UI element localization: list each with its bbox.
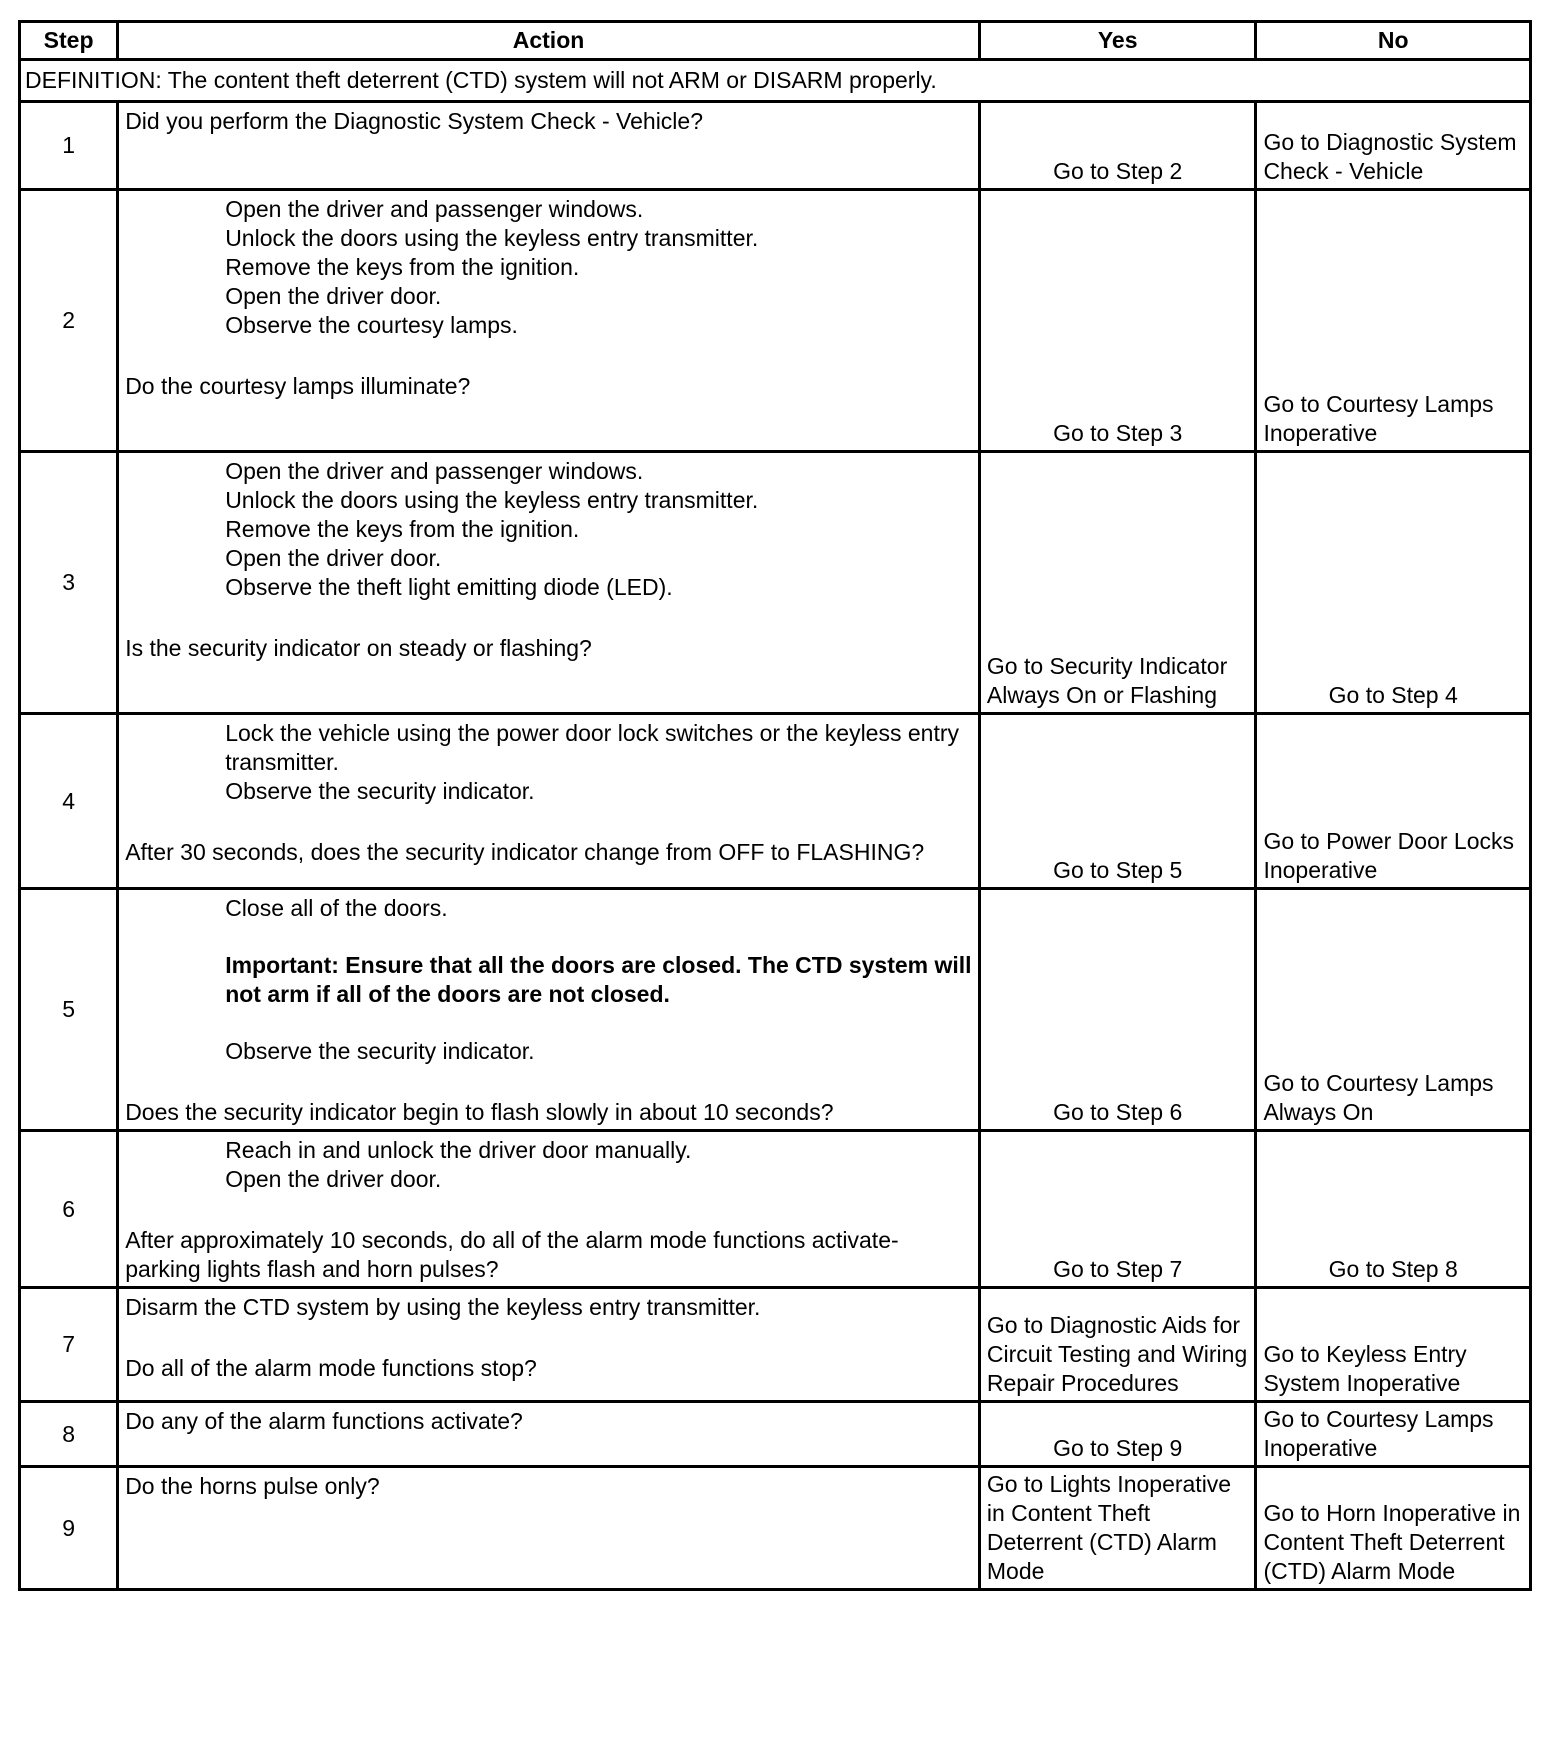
substep-text: Unlock the doors using the keyless entry transmitter.: [225, 225, 759, 251]
yes-cell: Go to Security Indicator Always On or Flashing: [979, 452, 1256, 714]
yes-cell: Go to Step 7: [979, 1131, 1256, 1288]
substep-text: Lock the vehicle using the power door lock switches or the keyless entry transmitter.: [225, 720, 959, 775]
question-text: After 30 seconds, does the security indicator change from OFF to FLASHING?: [125, 839, 925, 865]
table-row: [20, 1402, 1531, 1467]
substep-list: [125, 894, 972, 1066]
step-number: 6: [20, 1131, 118, 1288]
substep-text: Open the driver and passenger windows.: [225, 196, 644, 222]
substep-text: Reach in and unlock the driver door manually.: [225, 1137, 692, 1163]
no-cell: Go to Courtesy Lamps Inoperative: [1256, 1402, 1531, 1467]
question-text: Do the courtesy lamps illuminate?: [125, 373, 471, 399]
step-number: 3: [20, 452, 118, 714]
table-row: [20, 714, 1531, 889]
substep-text: Close all of the doors.: [225, 895, 448, 921]
substep-text: Observe the security indicator.: [225, 1038, 535, 1064]
no-cell: Go to Power Door Locks Inoperative: [1256, 714, 1531, 889]
table-row: [20, 1288, 1531, 1402]
question-text: Do any of the alarm functions activate?: [125, 1408, 523, 1434]
substep-text: Open the driver and passenger windows.: [225, 458, 644, 484]
substep-text: Remove the keys from the ignition.: [225, 254, 580, 280]
no-cell: Go to Diagnostic System Check - Vehicle: [1256, 102, 1531, 190]
question-text: Do all of the alarm mode functions stop?: [125, 1355, 537, 1381]
substep-list: [125, 457, 972, 602]
substep-text: Open the driver door.: [225, 545, 442, 571]
substep-list: [125, 719, 972, 806]
substep-text: Unlock the doors using the keyless entry transmitter.: [225, 487, 759, 513]
action-cell: [118, 1288, 980, 1402]
substep-list: [125, 1136, 972, 1194]
table-row: [20, 1131, 1531, 1288]
table-row: [20, 1467, 1531, 1590]
action-cell: [118, 452, 980, 714]
yes-cell: Go to Step 5: [979, 714, 1256, 889]
definition-row: [20, 60, 1531, 102]
step-number: 5: [20, 889, 118, 1131]
substep-text: Observe the theft light emitting diode (LED).: [225, 574, 673, 600]
definition-text: DEFINITION: The content theft deterrent (CTD) system will not ARM or DISARM properly.: [20, 60, 1531, 102]
substep-list: [125, 195, 972, 340]
diagnostic-table: [18, 20, 1532, 1591]
instruction-text: Disarm the CTD system by using the keyless entry transmitter.: [125, 1294, 761, 1320]
question-text: Does the security indicator begin to flash slowly in about 10 seconds?: [125, 1099, 834, 1125]
substep-text: Open the driver door.: [225, 283, 442, 309]
action-cell: [118, 1402, 980, 1467]
action-cell: [118, 190, 980, 452]
header-action: Action: [118, 22, 980, 60]
yes-cell: Go to Step 9: [979, 1402, 1256, 1467]
question-text: Did you perform the Diagnostic System Check - Vehicle?: [125, 108, 703, 134]
table-row: [20, 102, 1531, 190]
no-cell: Go to Courtesy Lamps Always On: [1256, 889, 1531, 1131]
header-no: No: [1256, 22, 1531, 60]
table-row: [20, 452, 1531, 714]
no-cell: Go to Horn Inoperative in Content Theft Deterrent (CTD) Alarm Mode: [1256, 1467, 1531, 1590]
step-number: 9: [20, 1467, 118, 1590]
no-cell: Go to Step 8: [1256, 1131, 1531, 1288]
substep-text: Observe the security indicator.: [225, 778, 535, 804]
question-text: Is the security indicator on steady or flashing?: [125, 635, 592, 661]
step-number: 2: [20, 190, 118, 452]
yes-cell: Go to Step 2: [979, 102, 1256, 190]
yes-cell: Go to Diagnostic Aids for Circuit Testing and Wiring Repair Procedures: [979, 1288, 1256, 1402]
important-note: Important: Ensure that all the doors are closed. The CTD system will not arm if all of the doors are not closed.: [225, 952, 972, 1007]
substep-text: Open the driver door.: [225, 1166, 442, 1192]
action-cell: [118, 889, 980, 1131]
table-row: [20, 190, 1531, 452]
step-number: 7: [20, 1288, 118, 1402]
action-cell: [118, 1131, 980, 1288]
no-cell: Go to Courtesy Lamps Inoperative: [1256, 190, 1531, 452]
step-number: 8: [20, 1402, 118, 1467]
header-step: Step: [20, 22, 118, 60]
question-text: Do the horns pulse only?: [125, 1473, 380, 1499]
yes-cell: Go to Step 6: [979, 889, 1256, 1131]
no-cell: Go to Step 4: [1256, 452, 1531, 714]
header-row: [20, 22, 1531, 60]
yes-cell: Go to Step 3: [979, 190, 1256, 452]
substep-text: Remove the keys from the ignition.: [225, 516, 580, 542]
action-cell: [118, 1467, 980, 1590]
action-cell: [118, 714, 980, 889]
step-number: 1: [20, 102, 118, 190]
substep-text: Observe the courtesy lamps.: [225, 312, 518, 338]
header-yes: Yes: [979, 22, 1256, 60]
yes-cell: Go to Lights Inoperative in Content Theft Deterrent (CTD) Alarm Mode: [979, 1467, 1256, 1590]
question-text: After approximately 10 seconds, do all of the alarm mode functions activate- parking lights flash and horn pulses?: [125, 1227, 899, 1282]
action-cell: [118, 102, 980, 190]
no-cell: Go to Keyless Entry System Inoperative: [1256, 1288, 1531, 1402]
table-row: [20, 889, 1531, 1131]
step-number: 4: [20, 714, 118, 889]
